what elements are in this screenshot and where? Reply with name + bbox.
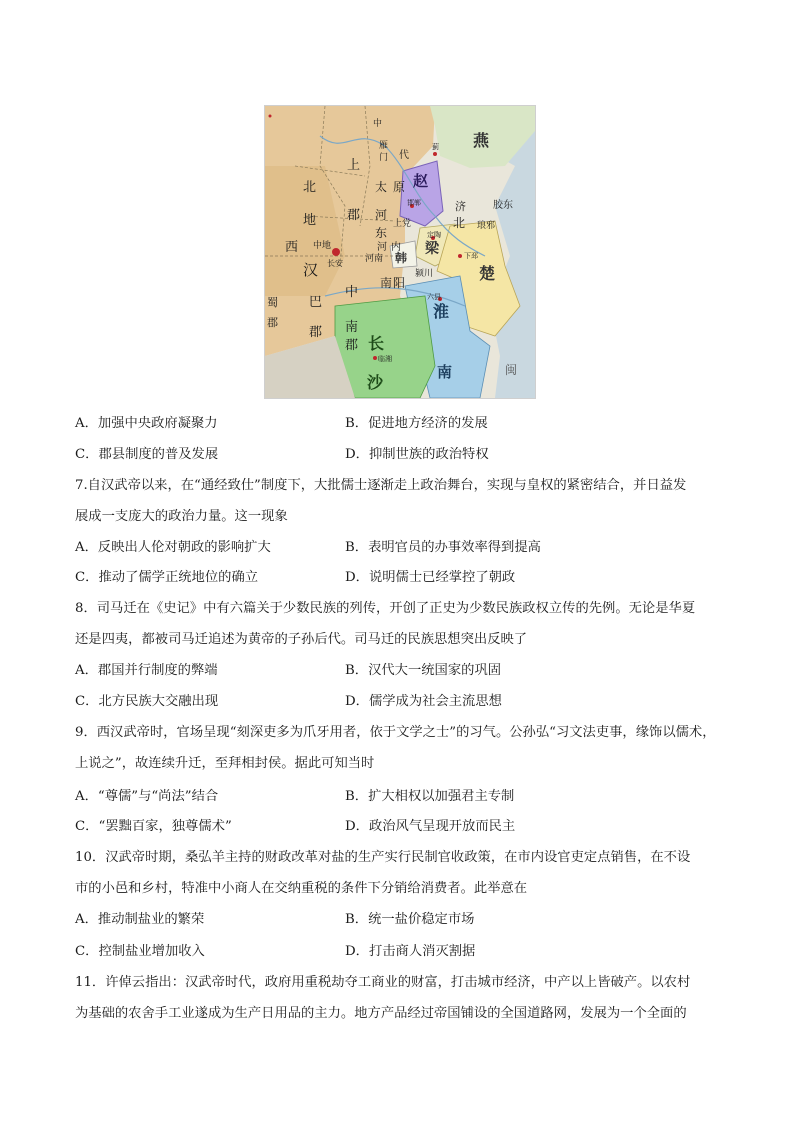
commandery-label: 南 <box>380 276 393 290</box>
commandery-label: 代 <box>399 150 409 161</box>
commandery-label: 太 <box>375 180 388 194</box>
q9-stem-line1: 9．西汉武帝时，官场呈现“刻深吏多为爪牙用者，依于文学之士”的习气。公孙弘“习文法吏事，缘饰以儒术， <box>75 725 716 740</box>
region-yan-label: 燕 <box>473 131 490 150</box>
commandery-label: 巴 <box>309 295 323 310</box>
commandery-label: 上 <box>347 158 361 173</box>
region-zhao-label: 赵 <box>413 172 429 190</box>
q7-stem-line2: 展成一支庞大的政治力量。这一现象 <box>75 509 288 524</box>
region-huai-label: 淮 <box>433 302 450 321</box>
city-xiapi-label: 下邳 <box>464 252 478 260</box>
q10-stem-line2: 市的小邑和乡村，特准中小商人在交纳重税的条件下分销给消费者。此举意在 <box>75 881 528 896</box>
commandery-label: 胶东 <box>493 200 513 211</box>
region-chang-label: 长 <box>368 334 385 353</box>
q9-stem-line2: 上说之”，故连续升迁，至拜相封侯。据此可知当时 <box>75 756 375 771</box>
region-min-label: 闽 <box>505 363 518 377</box>
q6-option-b: B．促进地方经济的发展 <box>345 416 488 431</box>
commandery-label: 郡 <box>267 316 278 329</box>
q6-option-c: C．郡县制度的普及发展 <box>75 447 219 462</box>
q9-option-c: C．“罢黜百家，独尊儒术” <box>75 819 232 834</box>
q7-option-a: A．反映出人伦对朝政的影响扩大 <box>75 540 271 555</box>
commandery-label: 上党 <box>393 219 412 229</box>
commandery-label: 琅邪 <box>477 221 496 231</box>
q9-option-a: A．“尊儒”与“尚法”结合 <box>75 789 219 804</box>
commandery-label: 内 <box>391 242 401 253</box>
city-dingtao-label: 定陶 <box>427 231 441 239</box>
q8-stem-line2: 还是四夷，都被司马迁追述为黄帝的子孙后代。司马迁的民族思想突出反映了 <box>75 632 528 647</box>
q11-stem-line2: 为基础的农舍手工业遂成为生产日用品的主力。地方产品经过帝国铺设的全国道路网，发展为一个全面的 <box>75 1006 687 1021</box>
q7-option-c: C．推动了儒学正统地位的确立 <box>75 570 259 585</box>
city-ji-label: 蓟 <box>432 143 439 151</box>
commandery-label: 郡 <box>309 325 323 340</box>
commandery-label: 北 <box>303 180 317 195</box>
q6-option-d: D．抑制世族的政治特权 <box>345 447 489 462</box>
commandery-label: 河南 <box>365 254 384 264</box>
commandery-label: 雁 <box>379 141 389 151</box>
commandery-label: 汉 <box>303 261 319 279</box>
region-sha-label: 沙 <box>367 373 384 392</box>
han-feudal-states-map <box>264 105 536 399</box>
q7-option-d: D．说明儒士已经掌控了朝政 <box>345 570 516 585</box>
city-liuxian-label: 六县 <box>427 293 441 301</box>
commandery-label: 中地 <box>313 241 332 251</box>
region-huai-nan-label: 南 <box>437 363 453 381</box>
city-changan-label: 长安 <box>327 259 343 268</box>
commandery-label: 郡 <box>345 338 359 353</box>
city-linxiang-label: 临湘 <box>378 355 392 363</box>
city-handan-label: 邯郸 <box>407 199 421 207</box>
q8-option-a: A．郡国并行制度的弊端 <box>75 663 218 678</box>
region-chu-label: 楚 <box>479 264 496 283</box>
q10-option-c: C．控制盐业增加收入 <box>75 944 205 959</box>
q6-option-a: A．加强中央政府凝聚力 <box>75 416 218 431</box>
q9-option-b: B．扩大相权以加强君主专制 <box>345 789 515 804</box>
region-han-label: 韩 <box>395 251 408 265</box>
q10-stem-line1: 10．汉武帝时期，桑弘羊主持的财政改革对盐的生产实行民制官收政策，在市内设官吏定点销售，在不设 <box>75 850 691 865</box>
commandery-label: 南 <box>345 320 359 335</box>
commandery-label: 门 <box>379 153 389 163</box>
q7-option-b: B．表明官员的办事效率得到提高 <box>345 540 541 555</box>
commandery-label: 河 <box>377 242 387 253</box>
q11-stem-line1: 11．许倬云指出：汉武帝时代，政府用重税劫夺工商业的财富，打击城市经济，中产以上皆破产。以农村 <box>75 975 691 990</box>
commandery-label: 河 <box>375 208 388 222</box>
commandery-label: 蜀 <box>267 296 278 309</box>
commandery-label: 阳 <box>393 276 406 290</box>
commandery-label: 郡 <box>347 208 361 223</box>
q7-stem-line1: 7.自汉武帝以来，在“通经致仕”制度下，大批儒士逐渐走上政治舞台，实现与皇权的紧密结合，并日益发 <box>75 478 687 493</box>
q8-option-d: D．儒学成为社会主流思想 <box>345 694 502 709</box>
q10-option-b: B．统一盐价稳定市场 <box>345 912 475 927</box>
commandery-label: 北 <box>453 216 466 230</box>
commandery-label: 东 <box>375 226 388 240</box>
q8-stem-line1: 8．司马迁在《史记》中有六篇关于少数民族的列传，开创了正史为少数民族政权立传的先例。无论是华夏 <box>75 601 696 616</box>
q10-option-d: D．打击商人消灭割据 <box>345 944 476 959</box>
q9-option-d: D．政治风气呈现开放而民主 <box>345 819 516 834</box>
commandery-label: 中 <box>345 285 359 300</box>
region-liang-label: 梁 <box>425 241 439 257</box>
q8-option-c: C．北方民族大交融出现 <box>75 694 219 709</box>
commandery-label: 颍川 <box>415 269 434 279</box>
commandery-label: 济 <box>455 200 466 213</box>
q10-option-a: A．推动制盐业的繁荣 <box>75 912 205 927</box>
commandery-label: 中 <box>373 119 383 129</box>
q8-option-b: B．汉代大一统国家的巩固 <box>345 663 502 678</box>
commandery-label: 西 <box>285 240 299 255</box>
commandery-label: 地 <box>303 213 317 228</box>
commandery-label: 原 <box>393 180 406 194</box>
